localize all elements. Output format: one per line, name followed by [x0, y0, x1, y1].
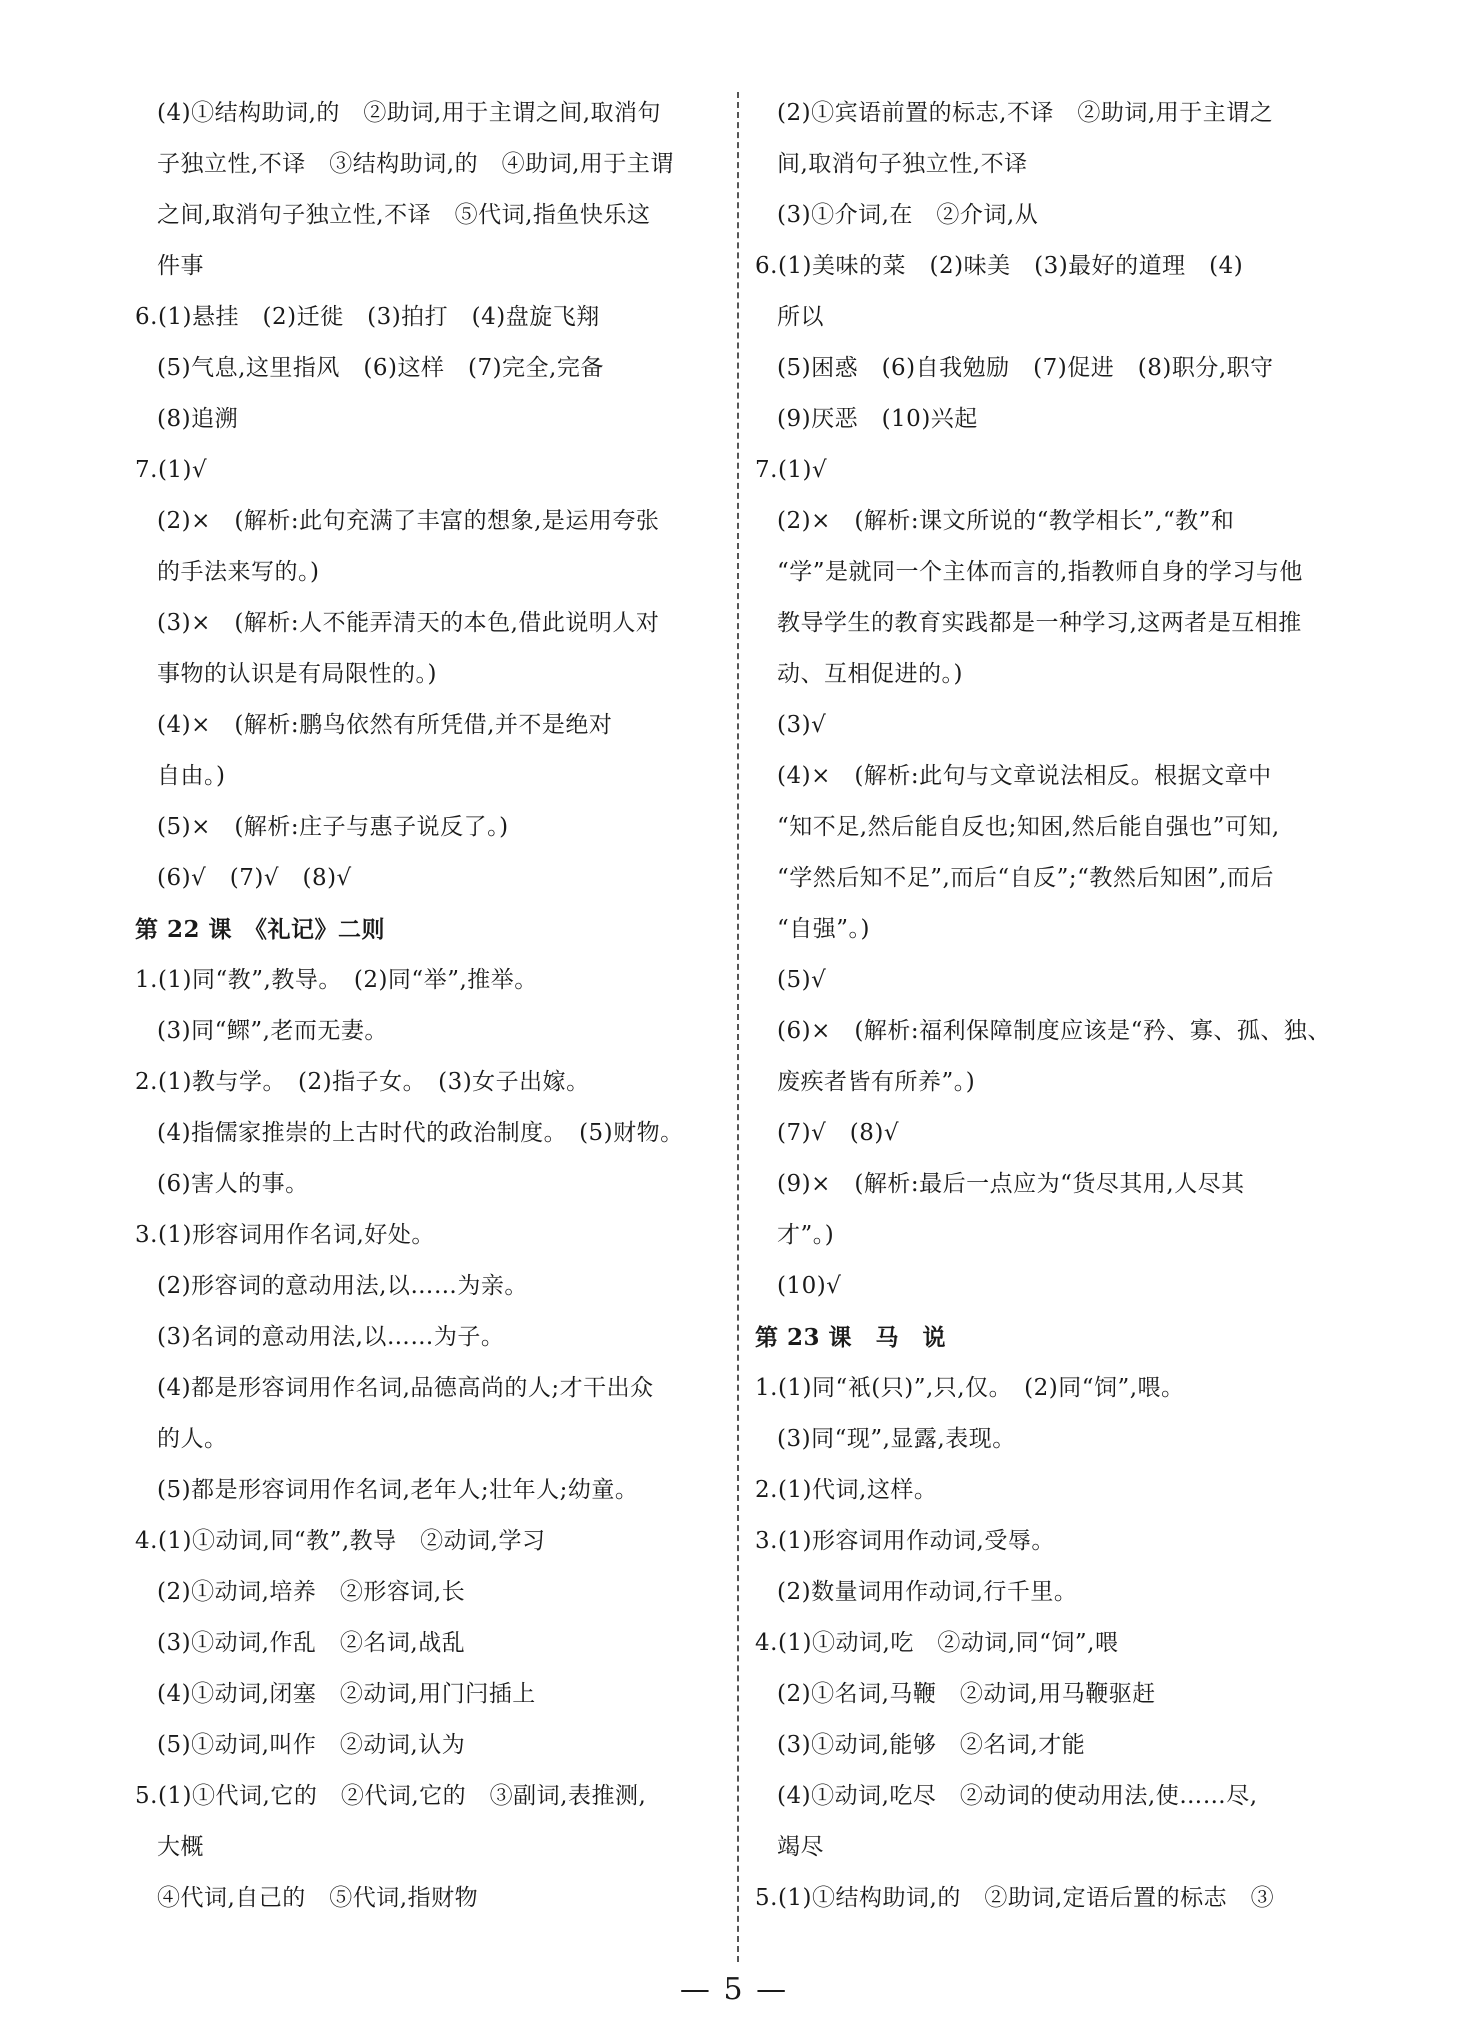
answer-line: (8)追溯: [157, 406, 239, 432]
answer-line: (5)√: [777, 967, 827, 993]
answer-line: (3)①动词,能够 ②名词,才能: [777, 1732, 1086, 1758]
answer-line: 5.(1)①结构助词,的 ②助词,定语后置的标志 ③: [755, 1885, 1275, 1911]
page-number: — 5 —: [679, 1972, 789, 2007]
answer-line: (4)指儒家推崇的上古时代的政治制度。 (5)财物。: [157, 1120, 684, 1146]
answer-line: 教导学生的教育实践都是一种学习,这两者是互相推: [777, 610, 1302, 636]
answer-line: (5)气息,这里指风 (6)这样 (7)完全,完备: [157, 355, 604, 381]
answer-line: 4.(1)①动词,吃 ②动词,同“饲”,喂: [755, 1630, 1119, 1656]
answer-line: (4)①动词,闭塞 ②动词,用门闩插上: [157, 1681, 536, 1707]
answer-line: 件事: [157, 253, 204, 279]
answer-line: 3.(1)形容词用作动词,受辱。: [755, 1528, 1055, 1554]
answer-line: (3)①介词,在 ②介词,从: [777, 202, 1039, 228]
answer-line: 竭尽: [777, 1834, 824, 1860]
answer-line: (6)害人的事。: [157, 1171, 309, 1197]
answer-line: (5)困惑 (6)自我勉励 (7)促进 (8)职分,职守: [777, 355, 1274, 381]
answer-line: (3)× (解析:人不能弄清天的本色,借此说明人对: [157, 610, 660, 636]
answer-line: (9)厌恶 (10)兴起: [777, 406, 978, 432]
answer-line: 1.(1)同“教”,教导。 (2)同“举”,推举。: [135, 967, 538, 993]
answer-line: 的手法来写的。): [157, 559, 320, 585]
answer-line: (4)都是形容词用作名词,品德高尚的人;才干出众: [157, 1375, 654, 1401]
left-column: [135, 88, 735, 1924]
answer-line: 3.(1)形容词用作名词,好处。: [135, 1222, 435, 1248]
answer-line: “学然后知不足”,而后“自反”;“教然后知困”,而后: [777, 865, 1274, 891]
answer-line: 7.(1)√: [755, 457, 828, 483]
answer-line: 6.(1)悬挂 (2)迁徙 (3)拍打 (4)盘旋飞翔: [135, 304, 600, 330]
answer-line: 2.(1)代词,这样。: [755, 1477, 938, 1503]
answer-line: 所以: [777, 304, 824, 330]
answer-line: 大概: [157, 1834, 204, 1860]
answer-line: (2)数量词用作动词,行千里。: [777, 1579, 1078, 1605]
lesson-heading: 第 22 课 《礼记》二则: [135, 916, 386, 943]
answer-line: (3)同“鳏”,老而无妻。: [157, 1018, 388, 1044]
answer-line: (2)①名词,马鞭 ②动词,用马鞭驱赶: [777, 1681, 1156, 1707]
answer-line: 5.(1)①代词,它的 ②代词,它的 ③副词,表推测,: [135, 1783, 647, 1809]
answer-line: 子独立性,不译 ③结构助词,的 ④助词,用于主谓: [157, 151, 674, 177]
answer-line: (5)都是形容词用作名词,老年人;壮年人;幼童。: [157, 1477, 639, 1503]
right-column: [755, 88, 1355, 1924]
answer-line: 1.(1)同“衹(只)”,只,仅。 (2)同“饲”,喂。: [755, 1375, 1185, 1401]
answer-line: (4)①结构助词,的 ②助词,用于主谓之间,取消句: [157, 100, 662, 126]
answer-line: (2)× (解析:课文所说的“教学相长”,“教”和: [777, 508, 1235, 534]
answer-line: 动、互相促进的。): [777, 661, 963, 687]
lesson-heading: 第 23 课 马 说: [755, 1324, 947, 1351]
answer-line: (6)√ (7)√ (8)√: [157, 865, 352, 891]
answer-line: “自强”。): [777, 916, 870, 942]
answer-line: (3)①动词,作乱 ②名词,战乱: [157, 1630, 466, 1656]
answer-line: (2)①动词,培养 ②形容词,长: [157, 1579, 466, 1605]
answer-line: (4)①动词,吃尽 ②动词的使动用法,使……尽,: [777, 1783, 1258, 1809]
answer-line: (7)√ (8)√: [777, 1120, 899, 1146]
answer-line: 6.(1)美味的菜 (2)味美 (3)最好的道理 (4): [755, 253, 1244, 279]
answer-line: 的人。: [157, 1426, 228, 1452]
answer-line: 自由。): [157, 763, 226, 789]
answer-line: (3)√: [777, 712, 827, 738]
answer-line: (4)× (解析:鹏鸟依然有所凭借,并不是绝对: [157, 712, 613, 738]
answer-line: 之间,取消句子独立性,不译 ⑤代词,指鱼快乐这: [157, 202, 651, 228]
answer-line: (9)× (解析:最后一点应为“货尽其用,人尽其: [777, 1171, 1245, 1197]
answer-line: “知不足,然后能自反也;知困,然后能自强也”可知,: [777, 814, 1280, 840]
answer-line: ④代词,自己的 ⑤代词,指财物: [157, 1885, 479, 1911]
answer-line: 才”。): [777, 1222, 835, 1248]
answer-line: (6)× (解析:福利保障制度应该是“矜、寡、孤、独、: [777, 1018, 1331, 1044]
answer-line: “学”是就同一个主体而言的,指教师自身的学习与他: [777, 559, 1303, 585]
answer-line: (2)形容词的意动用法,以……为亲。: [157, 1273, 528, 1299]
answer-line: (4)× (解析:此句与文章说法相反。根据文章中: [777, 763, 1272, 789]
answer-line: (2)①宾语前置的标志,不译 ②助词,用于主谓之: [777, 100, 1274, 126]
answer-line: 间,取消句子独立性,不译: [777, 151, 1028, 177]
answer-line: (5)× (解析:庄子与惠子说反了。): [157, 814, 509, 840]
answer-line: (3)名词的意动用法,以……为子。: [157, 1324, 505, 1350]
answer-line: 废疾者皆有所养”。): [777, 1069, 976, 1095]
answer-line: 4.(1)①动词,同“教”,教导 ②动词,学习: [135, 1528, 546, 1554]
answer-line: (3)同“现”,显露,表现。: [777, 1426, 1016, 1452]
answer-line: 事物的认识是有局限性的。): [157, 661, 437, 687]
answer-line: 7.(1)√: [135, 457, 208, 483]
answer-line: (5)①动词,叫作 ②动词,认为: [157, 1732, 466, 1758]
answer-line: (2)× (解析:此句充满了丰富的想象,是运用夸张: [157, 508, 660, 534]
answer-line: (10)√: [777, 1273, 842, 1299]
column-divider: [737, 92, 739, 1962]
answer-line: 2.(1)教与学。 (2)指子女。 (3)女子出嫁。: [135, 1069, 590, 1095]
